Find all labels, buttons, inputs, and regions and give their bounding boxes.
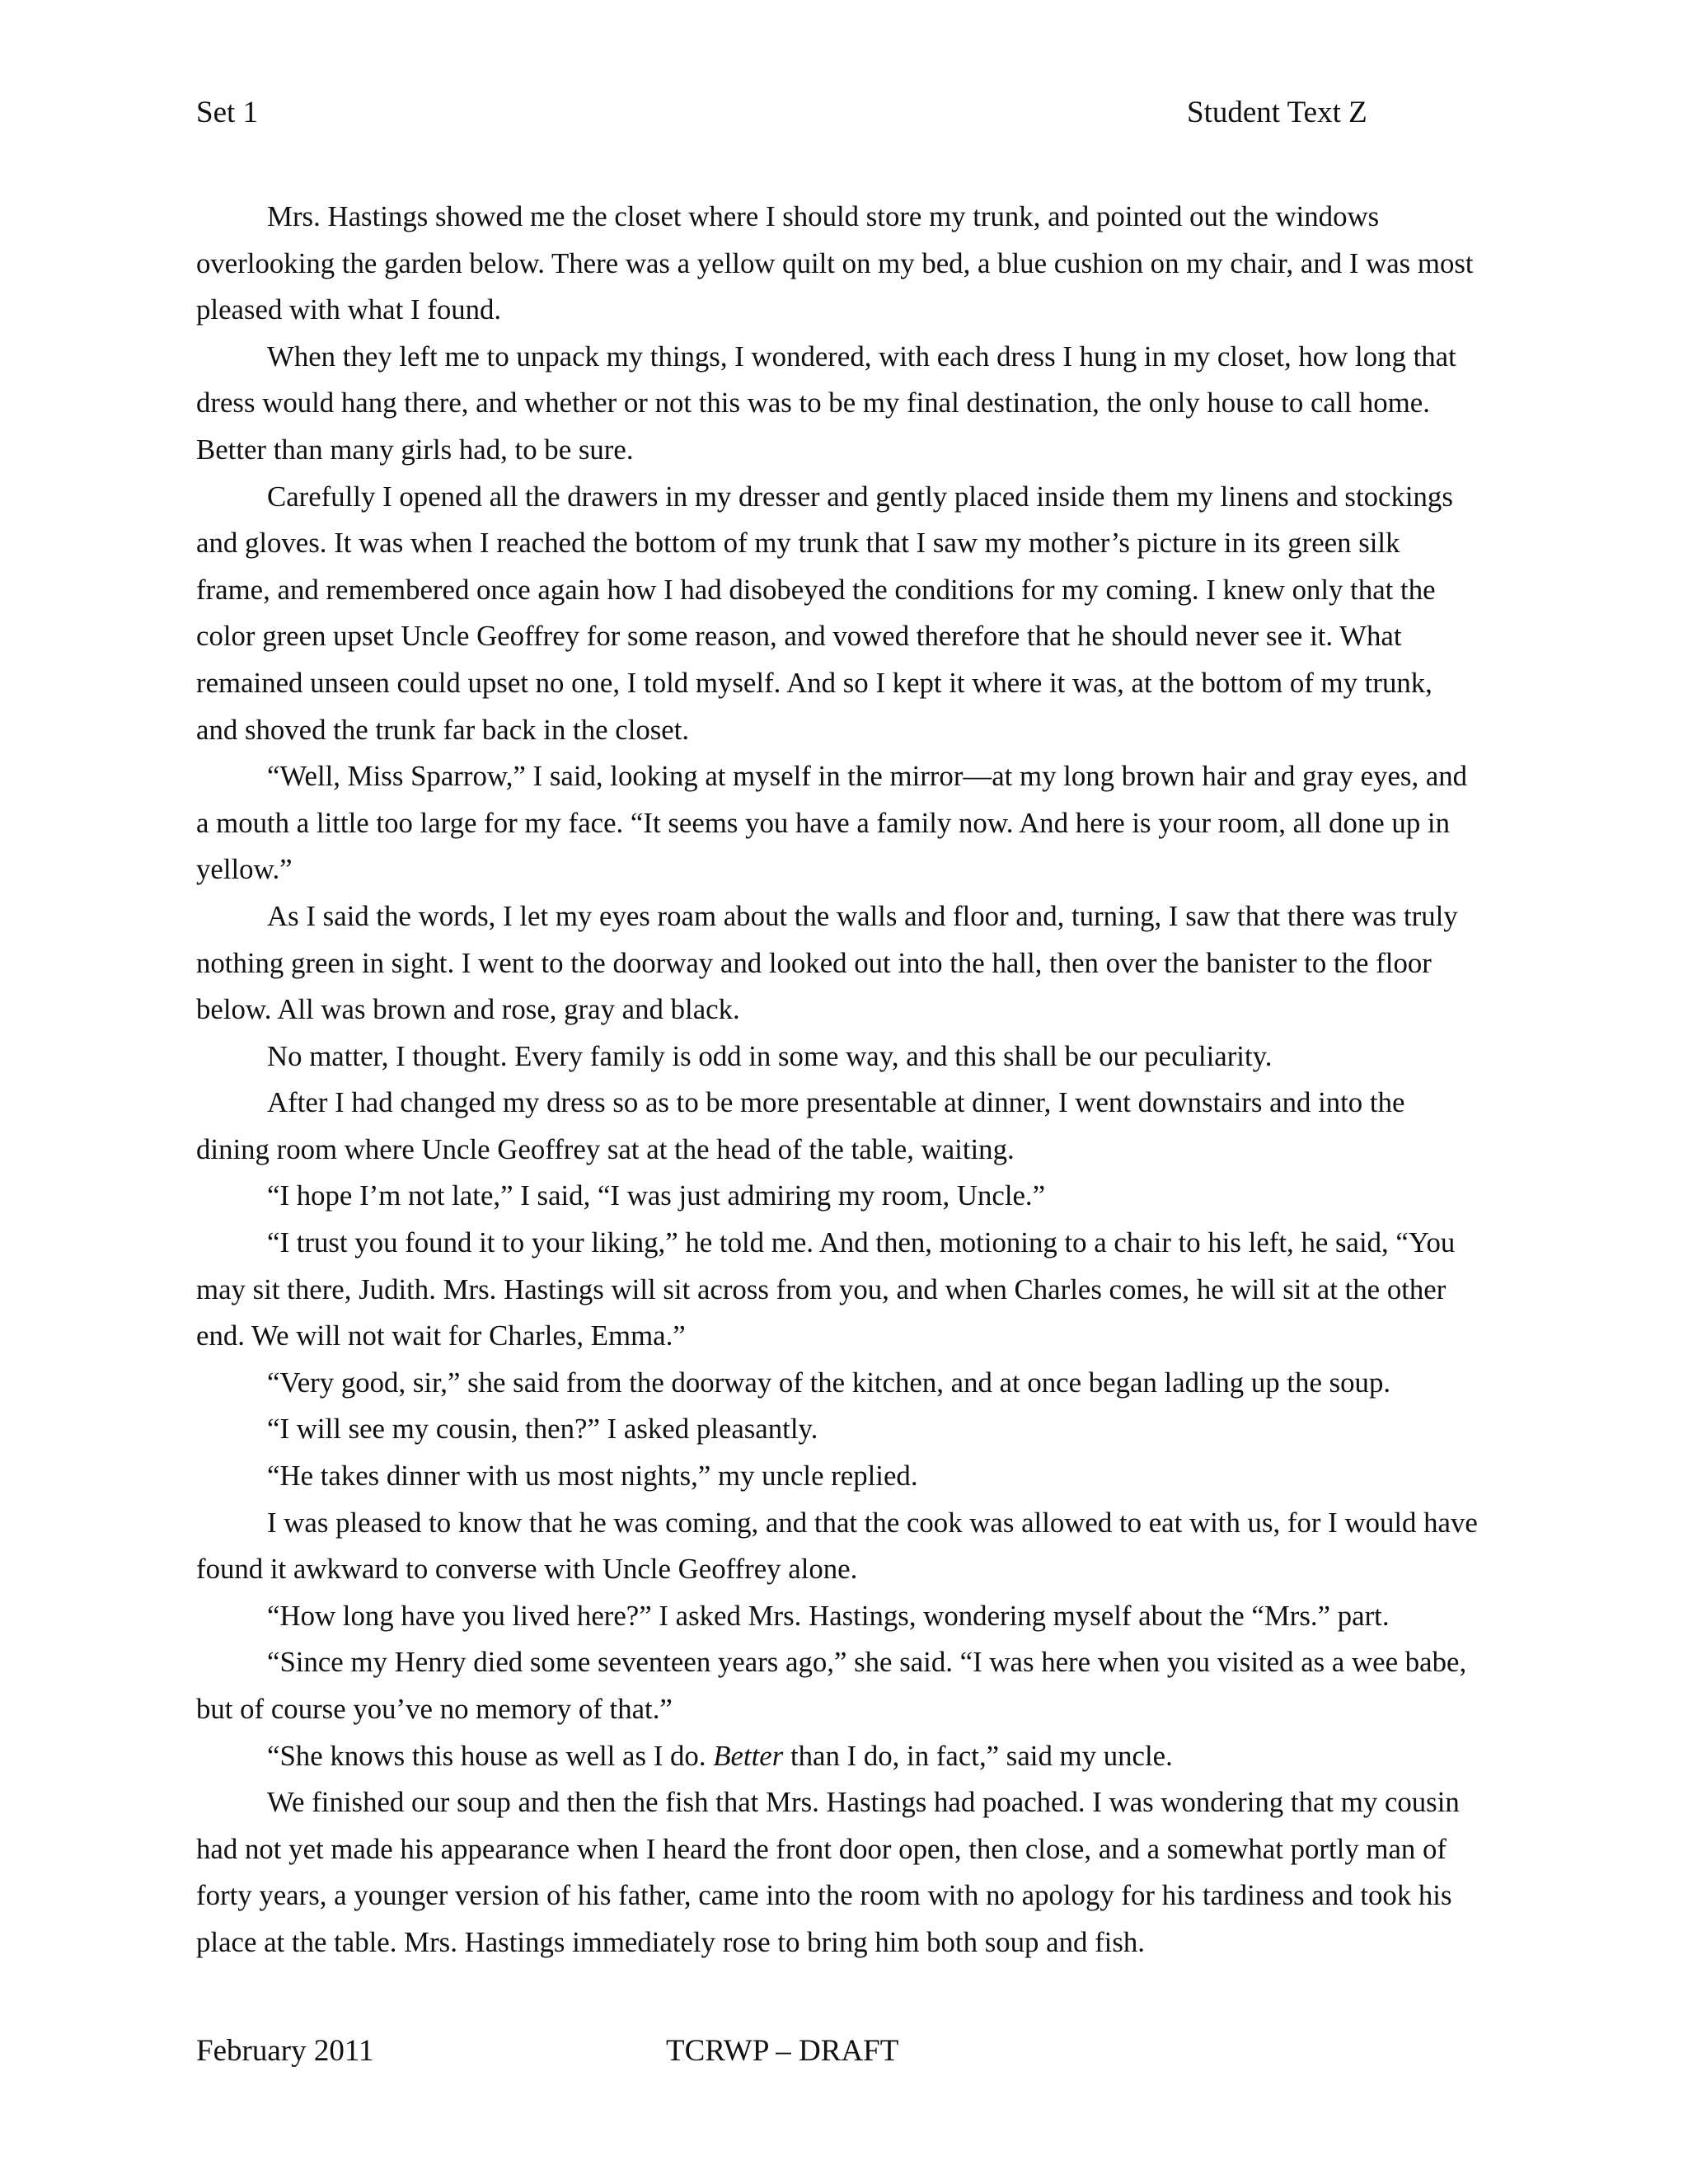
paragraph: “Well, Miss Sparrow,” I said, looking at myself in the mirror—at my long brown hair and gray eyes, and a mouth a little too large for my face. “It seems you have a family now. And here is your room, all done up in yellow.” — [196, 760, 1468, 886]
paragraph: We finished our soup and then the fish that Mrs. Hastings had poached. I was wondering that my cousin had not yet made his appearance when I heard the front door open, then close, and a somewhat portly man of forty years, a younger version of his father, came into the room with no apology for his tardiness and took his place at the table. Mrs. Hastings immediately rose to bring him both soup and fish. — [196, 1786, 1460, 1958]
paragraph-text-before: “She knows this house as well as I do. — [267, 1739, 714, 1772]
paragraph: “I trust you found it to your liking,” he told me. And then, motioning to a chair to his left, he said, “You may sit there, Judith. Mrs. Hastings will sit across from you, and when Charles comes, he will sit at the other end. We will not wait for Charles, Emma.” — [196, 1226, 1456, 1352]
paragraph: No matter, I thought. Every family is odd in some way, and this shall be our peculiarity. — [267, 1039, 1273, 1072]
paragraph: “He takes dinner with us most nights,” my uncle replied. — [267, 1460, 918, 1493]
paragraph: “Since my Henry died some seventeen years ago,” she said. “I was here when you visited as a wee babe, but of course you’ve no memory of that.” — [196, 1646, 1467, 1725]
paragraph: I was pleased to know that he was coming, and that the cook was allowed to eat with us, for I would have found it awkward to converse with Uncle Geoffrey alone. — [196, 1506, 1478, 1586]
paragraph: As I said the words, I let my eyes roam about the walls and floor and, turning, I saw that there was truly nothing green in sight. I went to the doorway and looked out into the hall, then over the banister to the floor below. All was brown and rose, gray and black. — [196, 899, 1458, 1026]
paragraph-text-after: than I do, in fact,” said my uncle. — [783, 1739, 1173, 1772]
paragraph: Mrs. Hastings showed me the closet where I should store my trunk, and pointed out the windows overlooking the garden below. There was a yellow quilt on my bed, a blue cushion on my chair, and I was most pleased with what I found. — [196, 200, 1474, 326]
paragraph: After I had changed my dress so as to be more presentable at dinner, I went downstairs and into the dining room where Uncle Geoffrey sat at the head of the table, waiting. — [196, 1086, 1405, 1165]
paragraph: “I hope I’m not late,” I said, “I was just admiring my room, Uncle.” — [267, 1179, 1046, 1212]
paragraph: “Very good, sir,” she said from the doorway of the kitchen, and at once began ladling up the soup. — [267, 1366, 1391, 1399]
footer-date: February 2011 — [196, 2034, 374, 2068]
header-set-label: Set 1 — [196, 96, 259, 129]
header-student-text-label: Student Text Z — [1187, 96, 1367, 129]
paragraph: “How long have you lived here?” I asked Mrs. Hastings, wondering myself about the “Mrs.” part. — [267, 1599, 1390, 1632]
paragraph-with-emphasis — [196, 1733, 1478, 1780]
paragraph: “I will see my cousin, then?” I asked pleasantly. — [267, 1413, 818, 1446]
paragraph: When they left me to unpack my things, I wondered, with each dress I hung in my closet, how long that dress would hang there, and whether or not this was to be my final destination, the only house to call home. Better than many girls had, to be sure. — [196, 340, 1456, 466]
emphasis-word: Better — [713, 1739, 784, 1772]
footer-draft-label: TCRWP – DRAFT — [666, 2034, 899, 2068]
story-body — [196, 194, 1478, 1966]
paragraph: Carefully I opened all the drawers in my dresser and gently placed inside them my linens and stockings and gloves. It was when I reached the bottom of my trunk that I saw my mother’s picture in its green silk frame, and remembered once again how I had disobeyed the conditions for my coming. I knew only that the color green upset Uncle Geoffrey for some reason, and vowed therefore that he should never see it. What remained unseen could upset no one, I told myself. And so I kept it where it was, at the bottom of my trunk, and shoved the trunk far back in the closet. — [196, 480, 1453, 746]
